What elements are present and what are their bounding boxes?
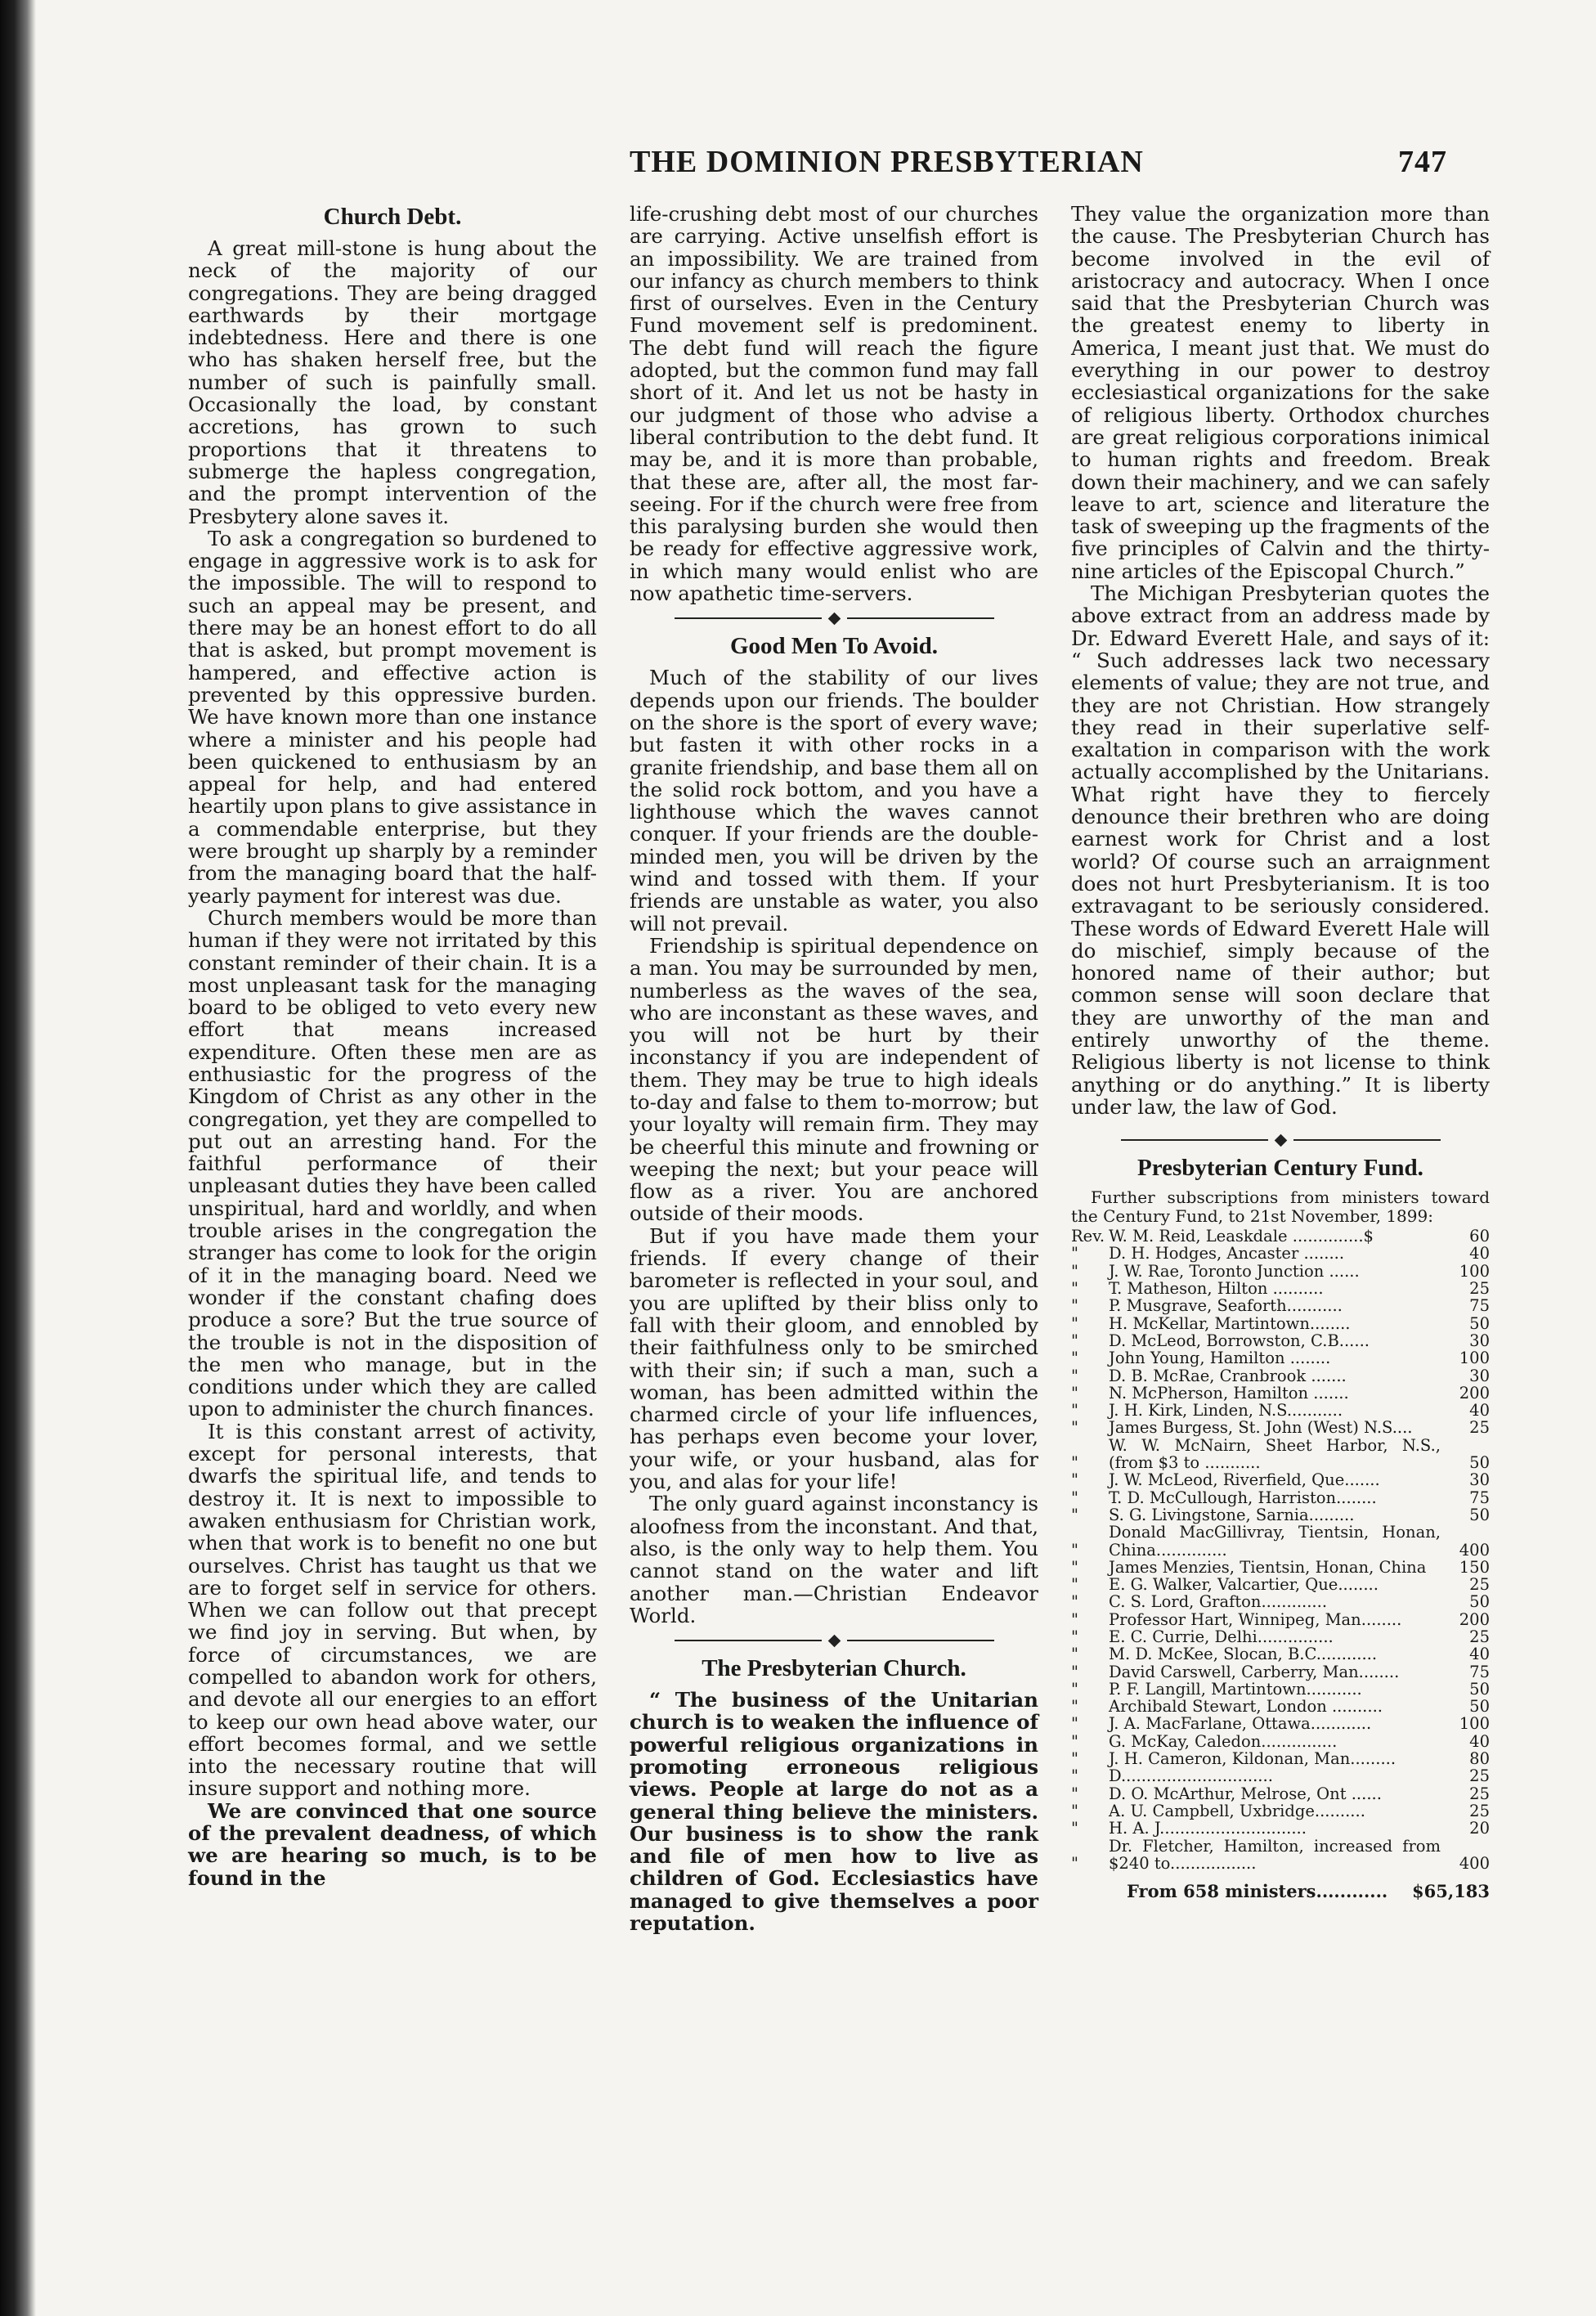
entry-prefix: " bbox=[1071, 1331, 1078, 1350]
church-debt-continuation: life-crushing debt most of our churches are carrying. Active unselfish effort is an impossibility. We are trained from our infancy as church members to think first of ourselves. Even in the Century Fund movement self is predominent. The debt fund will reach the figure adopted, but the common fund may fall short of it. And let us not be hasty in our judgment of those who advise a liberal contribution to the debt fund. It may be, and it is more than probable, that these are, after all, the most far-seeing. For if the church were free from this paralysing burden she would then be ready for effective aggressive work, in which many would enlist who are now apathetic time-servers. bbox=[630, 202, 1038, 606]
entry-amount: 75 bbox=[1469, 1296, 1490, 1316]
entry-name: Archibald Stewart, London .......... bbox=[1109, 1697, 1383, 1717]
entry-prefix: " bbox=[1071, 1575, 1078, 1595]
entry-name: C. S. Lord, Grafton............. bbox=[1109, 1592, 1328, 1612]
table-row bbox=[1071, 1419, 1490, 1436]
entry-prefix: " bbox=[1071, 1505, 1078, 1524]
table-row bbox=[1071, 1838, 1490, 1873]
entry-name: D. O. McArthur, Melrose, Ont ...... bbox=[1109, 1784, 1382, 1803]
entry-prefix: " bbox=[1071, 1296, 1078, 1316]
table-row bbox=[1071, 1767, 1490, 1784]
good-men-paragraph: Much of the stability of our lives depends upon our friends. The boulder on the shore is the sport of every wave; but fasten it with other rocks in a granite friendship, and base them all on the solid rock bottom, and you have a lighthouse which the waves cannot conquer. If your friends are the double-minded men, you will be driven by the wind and tossed with them. If your friends are unstable as water, you also will not prevail. bbox=[630, 666, 1038, 936]
entry-name: T. D. McCullough, Harriston........ bbox=[1109, 1488, 1377, 1507]
entry-prefix: " bbox=[1071, 1366, 1078, 1385]
century-fund-table bbox=[1071, 1228, 1490, 1872]
entry-amount: 200 bbox=[1459, 1383, 1490, 1403]
century-fund-intro: Further subscriptions from ministers toward the Century Fund, to 21st November, 1899: bbox=[1071, 1187, 1490, 1227]
table-row bbox=[1071, 1698, 1490, 1715]
table-row bbox=[1071, 1437, 1490, 1472]
table-row bbox=[1071, 1245, 1490, 1262]
entry-name: Dr. Fletcher, Hamilton, increased from $240 to................. bbox=[1109, 1836, 1441, 1873]
presbyterian-church-quote: “ The business of the Unitarian church is to weaken the influence of powerful religious organizations in promoting erroneous religious views. People at large do not as a general thing believe the ministers. Our business is to show the rank and file of men how to live as children of God. Ecclesiastics have managed to give themselves a poor reputation. bbox=[630, 1688, 1038, 1936]
entry-prefix: " bbox=[1071, 1261, 1078, 1281]
church-debt-paragraph: To ask a congregation so burdened to engage in aggressive work is to ask for the impossible. The will to respond to such an appeal may be present, and there may be an honest effort to do all that is asked, but prompt movement is hampered, and effective action is prevented by this oppressive burden. We have known more than one instance where a minister and his people had been quickened to enthusiasm by an appeal for help, and had entered heartily upon plans to give assistance in a commendable enterprise, but they were brought up sharply by a reminder from the managing board that the half-yearly payment for interest was due. bbox=[188, 526, 597, 908]
entry-name: James Menzies, Tientsin, Honan, China bbox=[1109, 1557, 1427, 1577]
entry-amount: 75 bbox=[1469, 1662, 1490, 1681]
table-row bbox=[1071, 1280, 1490, 1297]
entry-name: D.............................. bbox=[1109, 1766, 1273, 1786]
table-row bbox=[1071, 1628, 1490, 1645]
entry-amount: 25 bbox=[1469, 1418, 1490, 1438]
table-row bbox=[1071, 1228, 1490, 1245]
page-binding-edge bbox=[0, 0, 36, 2316]
table-row bbox=[1071, 1524, 1490, 1559]
table-row bbox=[1071, 1315, 1490, 1332]
entry-name: John Young, Hamilton ........ bbox=[1109, 1349, 1331, 1368]
presbyterian-church-heading: The Presbyterian Church. bbox=[702, 1655, 966, 1682]
entry-prefix: " bbox=[1071, 1383, 1078, 1403]
entry-prefix: Rev. bbox=[1071, 1227, 1105, 1246]
table-row bbox=[1071, 1489, 1490, 1506]
column-right bbox=[1071, 203, 1490, 1902]
good-men-paragraph: Friendship is spiritual dependence on a man. You may be surrounded by men, numberless as the waves of the sea, who are inconstant as these waves, and you will not be hurt by their inconstancy if you are independent of them. They may be true to high ideals to-day and false to them to-morrow; but your loyalty will remain firm. They may be cheerful this minute and frowning or weeping the next; but your peace will flow as a river. You are anchored outside of their moods. bbox=[630, 933, 1038, 1226]
entry-amount: 100 bbox=[1459, 1349, 1490, 1368]
entry-amount: 40 bbox=[1469, 1645, 1490, 1664]
section-divider bbox=[630, 604, 1038, 632]
total-label: From 658 ministers............ bbox=[1127, 1881, 1388, 1902]
entry-amount: 100 bbox=[1459, 1261, 1490, 1281]
table-row bbox=[1071, 1332, 1490, 1349]
page-number: 747 bbox=[1398, 145, 1447, 179]
table-row bbox=[1071, 1593, 1490, 1610]
entry-amount: 25 bbox=[1469, 1801, 1490, 1820]
table-row bbox=[1071, 1263, 1490, 1280]
table-row bbox=[1071, 1611, 1490, 1628]
table-row bbox=[1071, 1471, 1490, 1488]
entry-amount: 75 bbox=[1469, 1488, 1490, 1507]
entry-amount: 200 bbox=[1459, 1609, 1490, 1629]
entry-prefix: " bbox=[1071, 1313, 1078, 1333]
entry-name: S. G. Livingstone, Sarnia......... bbox=[1109, 1505, 1355, 1524]
entry-amount: 25 bbox=[1469, 1575, 1490, 1595]
table-row bbox=[1071, 1297, 1490, 1314]
entry-amount: 25 bbox=[1469, 1784, 1490, 1803]
entry-amount: 50 bbox=[1469, 1453, 1490, 1473]
entry-amount: 100 bbox=[1459, 1714, 1490, 1734]
entry-prefix: " bbox=[1071, 1488, 1078, 1507]
table-row bbox=[1071, 1576, 1490, 1593]
entry-prefix: " bbox=[1071, 1645, 1078, 1664]
church-debt-closing-bold: We are convinced that one source of the prevalent deadness, of which we are hearing so much, is to be found in the bbox=[188, 1798, 597, 1890]
entry-prefix: " bbox=[1071, 1244, 1078, 1263]
entry-prefix: " bbox=[1071, 1662, 1078, 1681]
page-header bbox=[630, 144, 1447, 185]
section-divider bbox=[1071, 1126, 1490, 1154]
presbyterian-church-commentary: The Michigan Presbyterian quotes the above extract from an address made by Dr. Edward Everett Hale, and says of it: “ Such addresses lack two necessary elements of value; they are not true, and they are not Christian. How strangely they read in their superlative self-exaltation in comparison with the work actually accomplished by the Unitarians. What right have they to fiercely denounce their brethren who are doing earnest work for Christ and a lost world? Of course such an arraignment does not hurt Presbyterianism. It is too extravagant to be seriously considered. These words of Edward Everett Hale will do mischief, simply because of the honored name of their author; but common sense will soon declare that they are unworthy of the man and entirely unworthy of the theme. Religious liberty is not license to think anything or do anything.” It is liberty under law, the law of God. bbox=[1071, 581, 1490, 1119]
entry-prefix: " bbox=[1071, 1470, 1078, 1490]
entry-prefix: " bbox=[1071, 1801, 1078, 1820]
entry-name: E. G. Walker, Valcartier, Que........ bbox=[1109, 1575, 1379, 1595]
entry-prefix: " bbox=[1071, 1349, 1078, 1368]
entry-amount: 150 bbox=[1459, 1557, 1490, 1577]
presbyterian-church-quote-continued: They value the organization more than the cause. The Presbyterian Church has become involved in the evil of aristocracy and autocracy. When I once said that the Presbyterian Church was the greatest enemy to liberty in America, I meant just that. We must do everything in our power to destroy ecclesiastical organizations for the sake of religious liberty. Orthodox churches are great religious corporations inimical to human rights and freedom. Break down their machinery, and we can safely leave to art, science and literature the task of sweeping up the fragments of the five principles of Calvin and the thirty-nine articles of the Episcopal Church.” bbox=[1071, 202, 1490, 583]
entry-name: James Burgess, St. John (West) N.S.... bbox=[1109, 1418, 1413, 1438]
entry-name: Donald MacGillivray, Tientsin, Honan, China.............. bbox=[1109, 1523, 1441, 1560]
entry-prefix: " bbox=[1071, 1697, 1078, 1717]
entry-name: P. F. Langill, Martintown........... bbox=[1109, 1679, 1362, 1699]
table-row bbox=[1071, 1367, 1490, 1385]
entry-name: P. Musgrave, Seaforth........... bbox=[1109, 1296, 1343, 1316]
table-row bbox=[1071, 1802, 1490, 1820]
entry-amount: 20 bbox=[1469, 1819, 1490, 1838]
entry-amount: 25 bbox=[1469, 1627, 1490, 1646]
entry-amount: 30 bbox=[1469, 1366, 1490, 1385]
century-fund-total bbox=[1071, 1880, 1490, 1902]
entry-amount: 40 bbox=[1469, 1731, 1490, 1751]
entry-name: D. H. Hodges, Ancaster ........ bbox=[1109, 1244, 1345, 1263]
entry-prefix: " bbox=[1071, 1540, 1078, 1560]
entry-name: G. McKay, Caledon............... bbox=[1109, 1731, 1338, 1751]
good-men-heading: Good Men To Avoid. bbox=[729, 633, 939, 660]
entry-prefix: " bbox=[1071, 1401, 1078, 1421]
entry-name: J. H. Kirk, Linden, N.S........... bbox=[1109, 1401, 1343, 1421]
table-row bbox=[1071, 1559, 1490, 1576]
entry-prefix: " bbox=[1071, 1819, 1078, 1838]
table-row bbox=[1071, 1385, 1490, 1402]
entry-prefix: " bbox=[1071, 1609, 1078, 1629]
entry-name: T. Matheson, Hilton .......... bbox=[1109, 1279, 1324, 1299]
entry-name: D. B. McRae, Cranbrook ....... bbox=[1109, 1366, 1347, 1385]
entry-amount: 40 bbox=[1469, 1401, 1490, 1421]
entry-prefix: " bbox=[1071, 1279, 1078, 1299]
church-debt-paragraph: Church members would be more than human if they were not irritated by this constant reminder of their chain. It is a most unpleasant task for the managing board to be obliged to veto every new effort that means increased expenditure. Often these men are as enthusiastic for the progress of the Kingdom of Christ as any other in the congregation, yet they are compelled to put out an arresting hand. For the faithful performance of their unpleasant duties they have been called unspiritual, hard and worldly, and when trouble arises in the congregation the stranger has come to look for the origin of it in the managing board. Need we wonder if the constant chafing does produce a sore? But the true source of the trouble is not in the disposition of the men who manage, but in the conditions under which they are called upon to administer the church finances. bbox=[188, 905, 597, 1421]
entry-name: J. H. Cameron, Kildonan, Man......... bbox=[1109, 1749, 1396, 1769]
section-divider bbox=[630, 1627, 1038, 1654]
table-row bbox=[1071, 1663, 1490, 1681]
good-men-paragraph: But if you have made them your friends. If every change of their barometer is reflected in your soul, and you are uplifted by their bliss only to fall with their gloom, and ennobled by their faithfulness only to be smirched with their sin; if such a man, such a woman, has been admitted within the charmed circle of your life influences, has perhaps even become your lover, your wife, or your husband, alas for you, and alas for your life! bbox=[630, 1223, 1038, 1494]
church-debt-heading: Church Debt. bbox=[323, 204, 462, 230]
entry-prefix: " bbox=[1071, 1714, 1078, 1734]
total-amount: $65,183 bbox=[1412, 1881, 1490, 1902]
entry-amount: 60 bbox=[1469, 1227, 1490, 1246]
entry-name: W. M. Reid, Leaskdale ..............$ bbox=[1109, 1227, 1374, 1246]
entry-name: Professor Hart, Winnipeg, Man........ bbox=[1109, 1609, 1402, 1629]
entry-name: E. C. Currie, Delhi............... bbox=[1109, 1627, 1334, 1646]
church-debt-paragraph: It is this constant arrest of activity, except for personal interests, that dwarfs the spiritual life, and tends to destroy it. It is next to impossible to awaken enthusiasm for Christian work, when that work is to benefit no one but ourselves. Christ has taught us that we are to forget self in service for others. When we can follow out that precept we find joy in serving. But when, by force of circumstances, we are compelled to abandon work for others, and devote all our energies to an effort to keep our own head above water, our effort becomes formal, and we settle into the necessary routine that will insure support and nothing more. bbox=[188, 1419, 597, 1801]
entry-name: J. A. MacFarlane, Ottawa............ bbox=[1109, 1714, 1372, 1734]
entry-name: N. McPherson, Hamilton ....... bbox=[1109, 1383, 1349, 1403]
good-men-paragraph: The only guard against inconstancy is aloofness from the inconstant. And that, also, is the only way to help them. You cannot stand on the water and lift another man.—Christian Endeavor World. bbox=[630, 1492, 1038, 1627]
entry-prefix: " bbox=[1071, 1418, 1078, 1438]
entry-amount: 50 bbox=[1469, 1505, 1490, 1524]
table-row bbox=[1071, 1645, 1490, 1663]
table-row bbox=[1071, 1733, 1490, 1750]
entry-prefix: " bbox=[1071, 1592, 1078, 1612]
table-row bbox=[1071, 1785, 1490, 1802]
table-row bbox=[1071, 1349, 1490, 1367]
entry-prefix: " bbox=[1071, 1731, 1078, 1751]
entry-name: A. U. Campbell, Uxbridge.......... bbox=[1109, 1801, 1365, 1820]
entry-amount: 30 bbox=[1469, 1331, 1490, 1350]
entry-prefix: " bbox=[1071, 1784, 1078, 1803]
entry-amount: 25 bbox=[1469, 1766, 1490, 1786]
entry-prefix: " bbox=[1071, 1749, 1078, 1769]
table-row bbox=[1071, 1681, 1490, 1698]
entry-prefix: " bbox=[1071, 1627, 1078, 1646]
entry-name: J. W. McLeod, Riverfield, Que....... bbox=[1109, 1470, 1380, 1490]
entry-name: W. W. McNairn, Sheet Harbor, N.S., (from $3 to ........... bbox=[1109, 1435, 1441, 1473]
entry-amount: 80 bbox=[1469, 1749, 1490, 1769]
entry-prefix: " bbox=[1071, 1853, 1078, 1873]
entry-amount: 50 bbox=[1469, 1592, 1490, 1612]
table-row bbox=[1071, 1750, 1490, 1767]
entry-name: H. A. J............................. bbox=[1109, 1819, 1307, 1838]
entry-name: H. McKellar, Martintown........ bbox=[1109, 1313, 1351, 1333]
church-debt-paragraph: A great mill-stone is hung about the neck of the majority of our congregations. They are being dragged earthwards by their mortgage indebtedness. Here and there is one who has shaken herself free, but the number of such is painfully small. Occasionally the load, by constant accretions, has grown to such proportions that it threatens to submerge the hapless congregation, and the prompt intervention of the Presbytery alone saves it. bbox=[188, 236, 597, 528]
entry-amount: 40 bbox=[1469, 1244, 1490, 1263]
entry-prefix: " bbox=[1071, 1766, 1078, 1786]
entry-name: D. McLeod, Borrowston, C.B...... bbox=[1109, 1331, 1370, 1350]
table-row bbox=[1071, 1506, 1490, 1524]
entry-amount: 25 bbox=[1469, 1279, 1490, 1299]
entry-name: M. D. McKee, Slocan, B.C............ bbox=[1109, 1645, 1378, 1664]
entry-prefix: " bbox=[1071, 1453, 1078, 1473]
table-row bbox=[1071, 1715, 1490, 1732]
entry-prefix: " bbox=[1071, 1679, 1078, 1699]
publication-title: THE DOMINION PRESBYTERIAN bbox=[630, 145, 1144, 179]
table-row bbox=[1071, 1402, 1490, 1419]
entry-amount: 400 bbox=[1459, 1853, 1490, 1873]
entry-amount: 400 bbox=[1459, 1540, 1490, 1560]
column-middle bbox=[630, 203, 1038, 1934]
entry-amount: 50 bbox=[1469, 1313, 1490, 1333]
century-fund-heading: Presbyterian Century Fund. bbox=[1137, 1155, 1423, 1182]
entry-amount: 50 bbox=[1469, 1679, 1490, 1699]
table-row bbox=[1071, 1820, 1490, 1837]
column-left bbox=[188, 203, 597, 1889]
entry-name: David Carswell, Carberry, Man........ bbox=[1109, 1662, 1400, 1681]
entry-amount: 50 bbox=[1469, 1697, 1490, 1717]
entry-prefix: " bbox=[1071, 1557, 1078, 1577]
entry-amount: 30 bbox=[1469, 1470, 1490, 1490]
entry-name: J. W. Rae, Toronto Junction ...... bbox=[1109, 1261, 1360, 1281]
